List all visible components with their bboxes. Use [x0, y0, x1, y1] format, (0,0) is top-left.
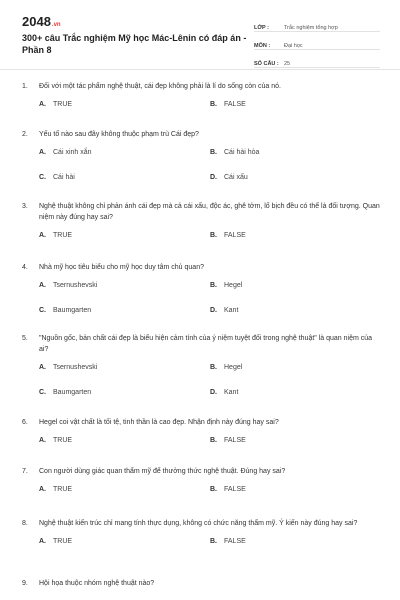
option-text: FALSE	[224, 437, 246, 444]
option-text: FALSE	[224, 486, 246, 493]
answer-option[interactable]	[39, 101, 72, 108]
option-row	[22, 101, 382, 113]
question-item	[22, 466, 382, 511]
answer-option[interactable]	[210, 538, 246, 545]
option-row	[22, 486, 382, 498]
answer-option[interactable]	[39, 364, 97, 371]
brand-suffix: .vn	[51, 22, 61, 28]
option-text: Baumgarten	[53, 307, 92, 314]
option-letter: A.	[39, 282, 46, 289]
question-stem	[22, 333, 382, 355]
answer-option[interactable]	[210, 232, 246, 239]
answer-option[interactable]	[210, 389, 238, 396]
option-text: FALSE	[224, 232, 246, 239]
answer-option[interactable]	[210, 437, 246, 444]
option-letter: C.	[39, 307, 46, 314]
question-stem	[22, 129, 382, 140]
question-number: 7.	[22, 468, 28, 475]
option-text: Hegel	[224, 282, 243, 289]
question-item	[22, 518, 382, 563]
question-stem	[22, 518, 382, 529]
meta-class-value: Trắc nghiệm tổng hợp	[284, 25, 338, 31]
question-number: 8.	[22, 520, 28, 527]
option-text: Kant	[224, 389, 239, 396]
answer-option[interactable]	[39, 174, 75, 181]
option-list	[22, 232, 382, 244]
option-letter: B.	[210, 538, 217, 545]
question-number: 4.	[22, 264, 28, 271]
meta-count-label: SỐ CÂU :	[254, 61, 279, 67]
meta-subject-row	[254, 34, 380, 50]
option-letter: C.	[39, 174, 46, 181]
question-number: 1.	[22, 83, 28, 90]
answer-option[interactable]	[39, 538, 72, 545]
option-text: Tsernushevski	[53, 282, 98, 289]
answer-option[interactable]	[210, 101, 246, 108]
option-letter: D.	[210, 389, 217, 396]
question-item	[22, 578, 382, 589]
option-letter: B.	[210, 282, 217, 289]
option-text: Cái hài	[53, 174, 75, 181]
option-list	[22, 364, 382, 401]
answer-option[interactable]	[39, 307, 91, 314]
option-text: FALSE	[224, 538, 246, 545]
question-stem	[22, 466, 382, 477]
answer-option[interactable]	[210, 282, 242, 289]
option-letter: D.	[210, 307, 217, 314]
option-text: TRUE	[53, 232, 73, 239]
meta-subject-value: Đại học	[284, 43, 303, 49]
option-text: TRUE	[53, 437, 73, 444]
option-row	[22, 307, 382, 319]
option-text: TRUE	[53, 538, 73, 545]
meta-subject-label: MÔN :	[254, 43, 271, 49]
header	[22, 14, 380, 67]
question-number: 2.	[22, 131, 28, 138]
meta-class-label: LỚP :	[254, 25, 269, 31]
question-text: Con người dùng giác quan thẩm mỹ để thưởng thức nghệ thuật. Đúng hay sai?	[39, 468, 286, 475]
option-letter: A.	[39, 101, 46, 108]
question-text: Đối với một tác phẩm nghệ thuật, cái đẹp không phải là lí do sống còn của nó.	[39, 83, 281, 90]
question-number: 6.	[22, 419, 28, 426]
question-text: "Nguồn gốc, bản chất cái đẹp là biểu hiện cảm tính của ý niệm tuyệt đối trong nghệ thuật" là quan niệm của ai?	[39, 335, 373, 353]
option-letter: B.	[210, 149, 217, 156]
option-text: TRUE	[53, 486, 73, 493]
option-list	[22, 486, 382, 498]
meta-panel	[254, 16, 380, 70]
meta-count-row	[254, 52, 380, 68]
header-divider	[0, 69, 400, 70]
option-row	[22, 232, 382, 244]
answer-option[interactable]	[39, 282, 97, 289]
question-number: 5.	[22, 335, 28, 342]
question-text: Hegel coi vật chất là tối tệ, tinh thần là cao đẹp. Nhận định này đúng hay sai?	[39, 419, 279, 426]
question-item	[22, 333, 382, 414]
answer-option[interactable]	[210, 149, 259, 156]
brand-main: 2048	[22, 14, 51, 29]
option-text: Hegel	[224, 364, 243, 371]
option-letter: A.	[39, 232, 46, 239]
question-item	[22, 129, 382, 199]
option-list	[22, 437, 382, 449]
option-row	[22, 282, 382, 294]
answer-option[interactable]	[210, 174, 248, 181]
answer-option[interactable]	[39, 437, 72, 444]
site-logo[interactable]	[22, 14, 61, 29]
question-text: Nghệ thuật kiến trúc chỉ mang tính thực dụng, không có chức năng thẩm mỹ. Ý kiến này đúng hay sai?	[39, 520, 358, 527]
question-stem	[22, 201, 382, 223]
option-text: TRUE	[53, 101, 73, 108]
option-row	[22, 437, 382, 449]
option-letter: B.	[210, 232, 217, 239]
answer-option[interactable]	[39, 232, 72, 239]
answer-option[interactable]	[210, 307, 238, 314]
option-row	[22, 174, 382, 186]
option-letter: A.	[39, 437, 46, 444]
answer-option[interactable]	[210, 486, 246, 493]
question-text: Hội họa thuộc nhóm nghệ thuật nào?	[39, 580, 155, 587]
option-letter: A.	[39, 149, 46, 156]
option-text: Cái hài hòa	[224, 149, 260, 156]
option-list	[22, 282, 382, 319]
option-letter: B.	[210, 437, 217, 444]
option-row	[22, 149, 382, 161]
option-letter: A.	[39, 538, 46, 545]
option-text: Kant	[224, 307, 239, 314]
option-text: FALSE	[224, 101, 246, 108]
option-letter: B.	[210, 101, 217, 108]
question-stem	[22, 81, 382, 92]
option-list	[22, 538, 382, 550]
option-text: Cái xinh xắn	[53, 149, 92, 156]
option-row	[22, 364, 382, 376]
question-item	[22, 262, 382, 332]
question-item	[22, 81, 382, 126]
page-title: 300+ câu Trắc nghiệm Mỹ học Mác-Lênin có đáp án - Phần 8	[22, 33, 247, 55]
question-text: Yếu tố nào sau đây không thuộc phạm trù Cái đẹp?	[39, 131, 199, 138]
option-text: Tsernushevski	[53, 364, 98, 371]
option-text: Cái xấu	[224, 174, 248, 181]
question-number: 9.	[22, 580, 28, 587]
answer-option[interactable]	[210, 364, 242, 371]
meta-class-row	[254, 16, 380, 32]
option-letter: B.	[210, 364, 217, 371]
question-item	[22, 417, 382, 462]
answer-option[interactable]	[39, 486, 72, 493]
question-stem	[22, 578, 382, 589]
answer-option[interactable]	[39, 149, 92, 156]
question-stem	[22, 262, 382, 273]
option-letter: D.	[210, 174, 217, 181]
question-stem	[22, 417, 382, 428]
option-row	[22, 389, 382, 401]
option-letter: B.	[210, 486, 217, 493]
option-text: Baumgarten	[53, 389, 92, 396]
option-list	[22, 101, 382, 113]
question-item	[22, 201, 382, 257]
question-text: Nghệ thuật không chỉ phản ánh cái đẹp mà cả cái xấu, độc ác, ghê tởm, lố bịch đều có thể là đối tượng. Quan niệm này đúng hay sai?	[39, 203, 380, 221]
option-row	[22, 538, 382, 550]
answer-option[interactable]	[39, 389, 91, 396]
option-list	[22, 149, 382, 186]
question-number: 3.	[22, 203, 28, 210]
option-letter: A.	[39, 486, 46, 493]
option-letter: C.	[39, 389, 46, 396]
meta-count-value: 25	[284, 61, 291, 67]
option-letter: A.	[39, 364, 46, 371]
question-text: Nhà mỹ học tiêu biểu cho mỹ học duy tâm chủ quan?	[39, 264, 204, 271]
